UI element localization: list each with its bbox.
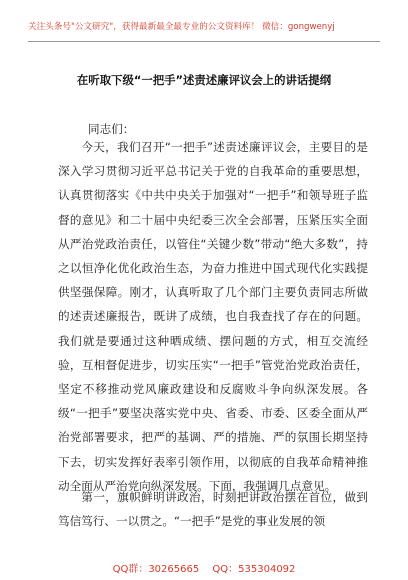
footer (0, 560, 408, 575)
body-paragraph (58, 485, 368, 533)
footer-qq-group: QQ群：30265665 (112, 564, 200, 575)
salutation: 同志们： (88, 122, 135, 136)
paragraph-text: 今天，我们召开“一把手”述责述廉评议会，主要目的是深入学习贯彻习近平总书记关于党的自我革命的重要思想，认真贯彻落实《中共中央关于加强对“一把手”和领导班子监督的意见》和二十届中央纪委三次全会部署，压紧压实全面从严治党政治责任，以管住“关键少数”带动“绝大多数”，持之以恒净化优化政治生态，为奋力推进中国式现代化实践提供坚强保障。刚才，认真听取了几个部门主要负责同志所做的述责述廉报告，既讲了成绩，也自我查找了存在的问题。我们就是要通过这种晒成绩、摆问题的方式，相互交流经验，互相督促进步，切实压实“一把手”管党治党政治责任，坚定不移推动党风廉政建设和反腐败斗争向纵深发展。各级“一把手”要坚决落实党中央、省委、市委、区委全面从严治党部署要求，把严的基调、严的措施、严的氛围长期坚持下去，切实发挥好表率引领作用，以彻底的自我革命精神推动全面从严治党向纵深发展。下面，我强调几点意见。 (58, 140, 368, 493)
footer-qq-number: QQ：535304092 (212, 564, 296, 575)
document-title: 在听取下级“一把手”述责述廉评议会上的讲话提纲 (76, 73, 332, 87)
header-divider (28, 41, 380, 42)
header-banner: 关注头条号"公文研究"，获得最新最全最专业的公文资料库！ 微信：gongwenyj (28, 22, 335, 32)
paragraph-text: 第一，旗帜鲜明讲政治，时刻把讲政治摆在首位，做到笃信笃行、一以贯之。“一把手”是党的事业发展的领 (58, 490, 368, 529)
body-paragraph (58, 135, 368, 498)
